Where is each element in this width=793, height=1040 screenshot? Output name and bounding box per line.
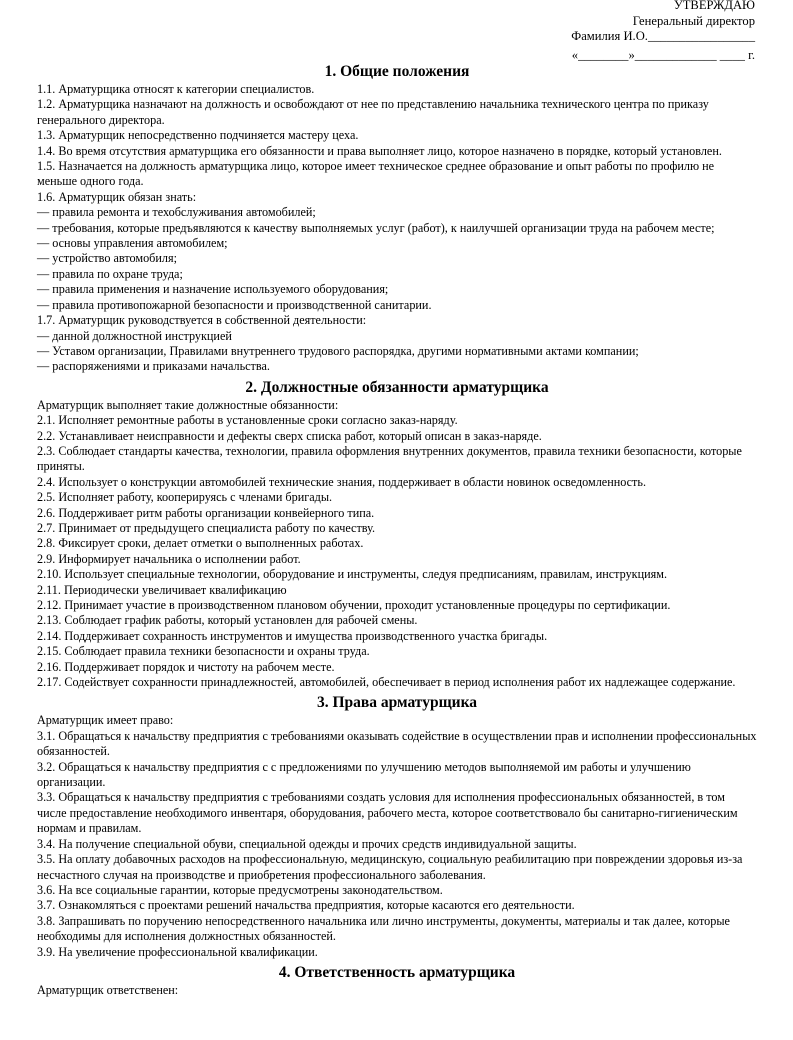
paragraph: — устройство автомобиля; — [37, 251, 177, 266]
approval-date-line: «________»_____________ ____ г. — [571, 47, 755, 62]
paragraph: — Уставом организации, Правилами внутреннего трудового распорядка, другими нормативными актами компании; — [37, 343, 639, 358]
approval-block — [571, 0, 755, 63]
paragraph: 1.7. Арматурщик руководствуется в собственной деятельности: — [37, 313, 367, 328]
paragraph: — требования, которые предъявляются к качеству выполняемых услуг (работ), к наилучшей организации труда на рабочем месте; — [37, 220, 715, 235]
paragraph: 3.9. На увеличение профессиональной квалификации. — [37, 944, 318, 959]
paragraph: 1.4. Во время отсутствия арматурщика его обязанности и права выполняет лицо, которое назначено в порядке, который установлен. — [37, 143, 722, 158]
approval-position: Генеральный директор — [632, 13, 755, 28]
paragraph: 1.2. Арматурщика назначают на должность и освобождают от нее по представлению начальника технического центра по приказу генерального директора. — [37, 97, 709, 127]
paragraph: — основы управления автомобилем; — [37, 236, 228, 251]
paragraph: Арматурщик имеет право: — [37, 713, 174, 728]
approval-name-line: Фамилия И.О._________________ — [571, 29, 755, 43]
paragraph: 2.13. Соблюдает график работы, который установлен для рабочей смены. — [37, 613, 418, 628]
section-title: 2. Должностные обязанности арматурщика — [245, 378, 549, 396]
paragraph: 2.6. Поддерживает ритм работы организации конвейерного типа. — [37, 505, 375, 520]
paragraph: 2.7. Принимает от предыдущего специалиста работу по качеству. — [37, 520, 376, 535]
paragraph: 3.2. Обращаться к начальству предприятия с с предложениями по улучшению методов выполняемой им работы и улучшению организации. — [37, 759, 691, 790]
paragraph: 3.7. Ознакомляться с проектами решений начальства предприятия, которые касаются его деятельности. — [37, 898, 575, 913]
paragraph: 1.1. Арматурщика относят к категории специалистов. — [37, 82, 315, 96]
paragraph: 2.15. Соблюдает правила техники безопасности и охраны труда. — [37, 644, 370, 659]
paragraph: 3.3. Обращаться к начальству предприятия с требованиями создать условия для исполнения профессиональных обязанностей, в том числе предоставление необходимого инвентаря, оборудования, рабочего места, которое соответствовало бы санитарно-гигиеническим нормам и правилам. — [37, 790, 738, 836]
paragraph: — данной должностной инструкцией — [37, 328, 232, 343]
approval-title: УТВЕРЖДАЮ — [673, 0, 755, 12]
paragraph: 3.1. Обращаться к начальству предприятия с требованиями оказывать содействие в осуществлении прав и исполнении профессиональных обязанностей. — [37, 728, 757, 759]
paragraph: 2.3. Соблюдает стандарты качества, технологии, правила оформления внутренних документов, правила техники безопасности, которые приняты. — [37, 443, 742, 474]
paragraph: 2.2. Устанавливает неисправности и дефекты сверх списка работ, который описан в заказ-наряде. — [37, 428, 542, 443]
section-title: 3. Права арматурщика — [316, 694, 478, 712]
paragraph: 3.5. На оплату добавочных расходов на профессиональную, медицинскую, социальную реабилитацию при повреждении здоровья из-за несчастного случая на производстве и приобретения профессионального заболевания. — [37, 852, 743, 882]
paragraph: 2.16. Поддерживает порядок и чистоту на рабочем месте. — [37, 659, 335, 674]
paragraph: 2.8. Фиксирует сроки, делает отметки о выполненных работах. — [37, 536, 364, 551]
paragraph: 2.12. Принимает участие в производственном плановом обучении, проходит установленные процедуры по сертификации. — [37, 598, 671, 612]
paragraph: 3.8. Запрашивать по поручению непосредственного начальника или лично инструменты, документы, материалы и так далее, которые необходимы для исполнения должностных обязанностей. — [37, 913, 730, 944]
paragraph: Арматурщик ответственен: — [37, 982, 179, 997]
paragraph: 1.6. Арматурщик обязан знать: — [37, 189, 197, 204]
paragraph: 1.5. Назначается на должность арматурщика лицо, которое имеет техническое среднее образование и опыт работы по профилю не меньше одного года. — [37, 159, 715, 189]
paragraph: Арматурщик выполняет такие должностные обязанности: — [37, 397, 339, 412]
paragraph: 1.3. Арматурщик непосредственно подчиняется мастеру цеха. — [37, 128, 359, 143]
paragraph: 2.1. Исполняет ремонтные работы в установленные сроки согласно заказ-наряду. — [37, 413, 458, 428]
paragraph: 2.10. Использует специальные технологии, оборудование и инструменты, следуя предписаниям, правилам, инструкциям. — [37, 567, 668, 582]
paragraph: 2.14. Поддерживает сохранность инструментов и имущества производственного участка бригады. — [37, 628, 548, 643]
section-title: 4. Ответственность арматурщика — [278, 963, 516, 981]
paragraph: — правила ремонта и техобслуживания автомобилей; — [37, 205, 316, 220]
paragraph: — распоряжениями и приказами начальства. — [37, 359, 270, 374]
paragraph: — правила противопожарной безопасности и производственной санитарии. — [37, 297, 432, 312]
paragraph: 2.17. Содействует сохранности принадлежностей, автомобилей, обеспечивает в период исполнения работ их надлежащее содержание. — [37, 675, 736, 690]
paragraph: — правила применения и назначение используемого оборудования; — [37, 282, 389, 297]
paragraph: 2.11. Периодически увеличивает квалификацию — [37, 582, 287, 597]
paragraph: 2.4. Использует о конструкции автомобилей технические знания, поддерживает в области новинок осведомленность. — [37, 474, 646, 489]
document-body — [37, 62, 757, 998]
paragraph: 2.9. Информирует начальника о исполнении работ. — [37, 551, 301, 566]
paragraph: 3.4. На получение специальной обуви, специальной одежды и прочих средств индивидуальной защиты. — [37, 836, 577, 851]
paragraph: 3.6. На все социальные гарантии, которые предусмотрены законодательством. — [37, 882, 443, 897]
section-title: 1. Общие положения — [324, 63, 470, 80]
paragraph: — правила по охране труда; — [37, 266, 183, 281]
paragraph: 2.5. Исполняет работу, кооперируясь с членами бригады. — [37, 490, 333, 505]
